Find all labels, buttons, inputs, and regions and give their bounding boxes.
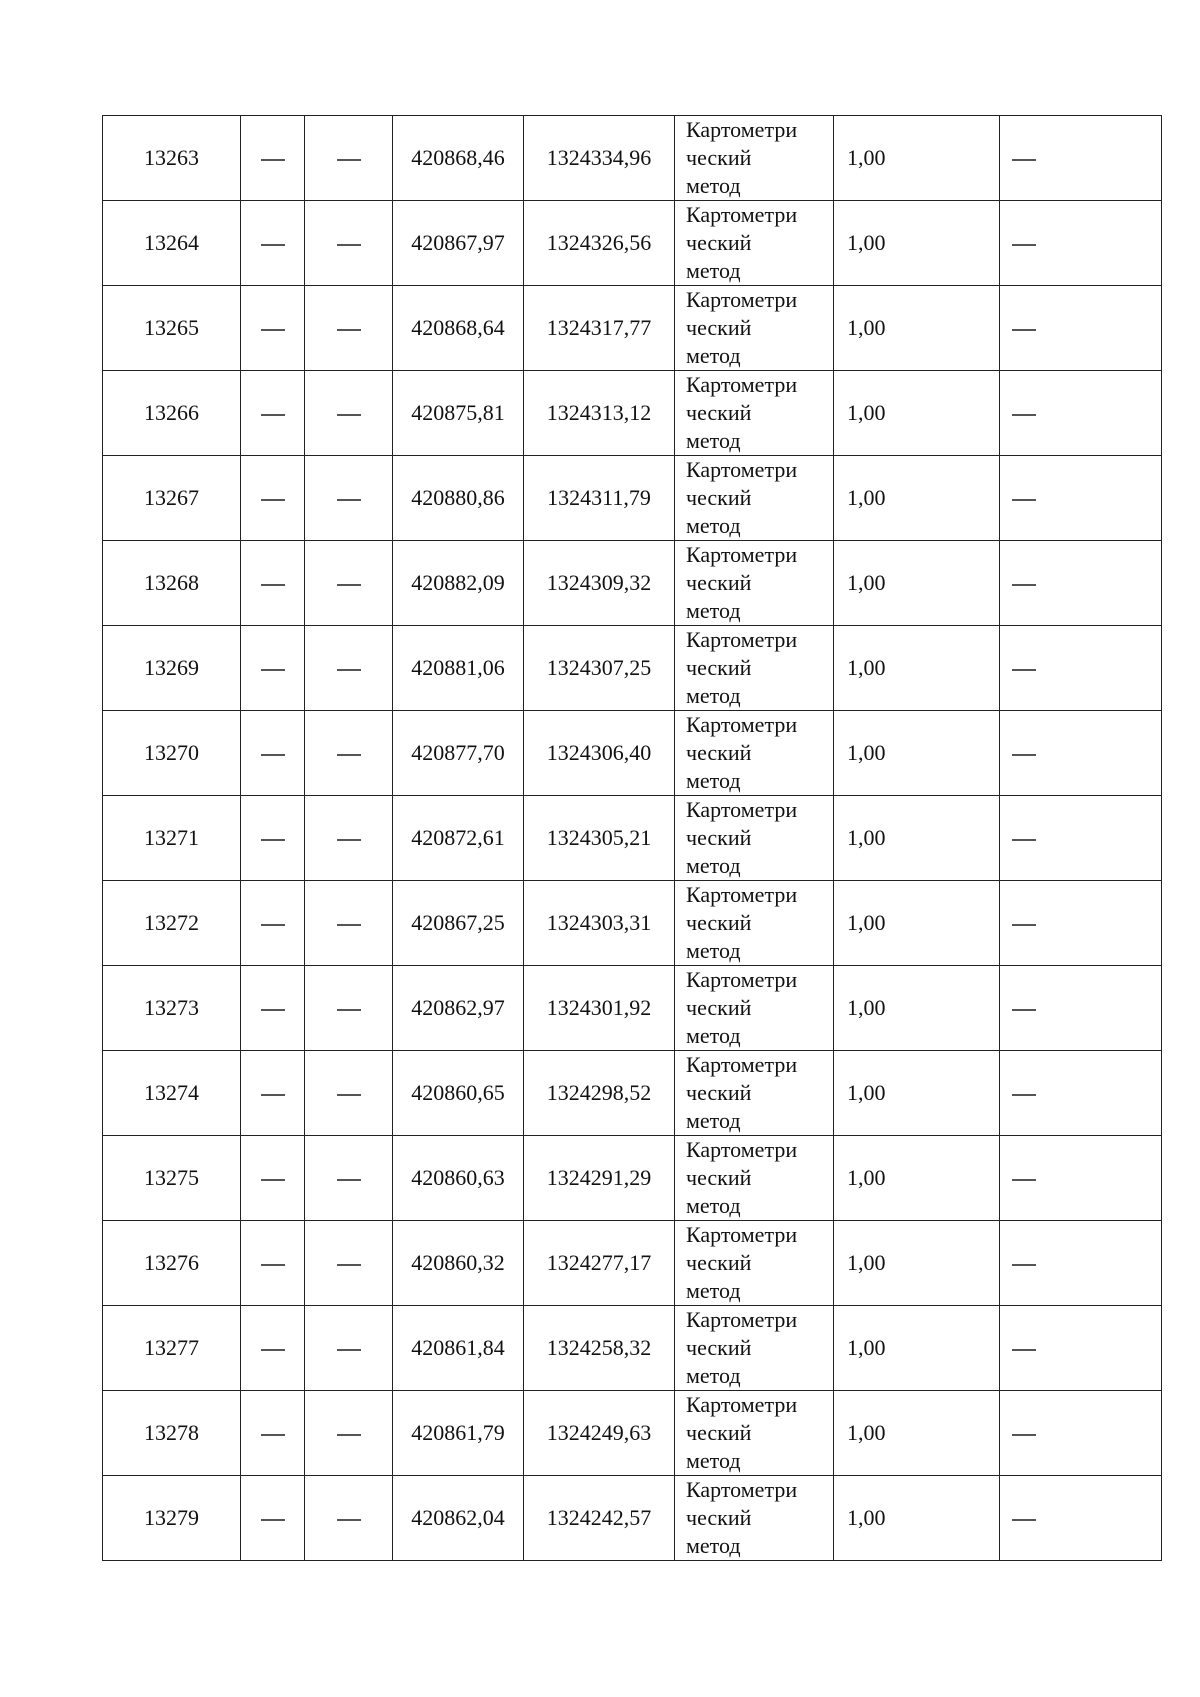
method-line: Картометри — [686, 1307, 798, 1332]
method-cell — [675, 371, 834, 456]
empty-x-cell — [241, 966, 305, 1051]
point-number-cell: 13263 — [103, 116, 241, 201]
x-coordinate-cell: 420872,61 — [393, 796, 524, 881]
dash-mark — [261, 839, 285, 840]
empty-x-cell — [241, 456, 305, 541]
dash-mark — [261, 584, 285, 585]
y-coordinate-cell: 1324306,40 — [524, 711, 675, 796]
dash-mark — [1012, 754, 1036, 755]
dash-mark — [1012, 924, 1036, 925]
accuracy-cell: 1,00 — [834, 881, 1000, 966]
method-line: метод — [686, 598, 741, 623]
empty-y-cell — [305, 626, 393, 711]
x-coordinate-cell: 420860,32 — [393, 1221, 524, 1306]
empty-y-cell — [305, 201, 393, 286]
method-cell — [675, 541, 834, 626]
point-number-cell: 13268 — [103, 541, 241, 626]
method-line: метод — [686, 1108, 741, 1133]
method-line: Картометри — [686, 967, 798, 992]
empty-x-cell — [241, 881, 305, 966]
empty-x-cell — [241, 796, 305, 881]
method-line: Картометри — [686, 1392, 798, 1417]
y-coordinate-cell: 1324305,21 — [524, 796, 675, 881]
dash-mark — [261, 159, 285, 160]
x-coordinate-cell: 420861,84 — [393, 1306, 524, 1391]
description-cell — [1000, 1476, 1162, 1561]
y-coordinate-cell: 1324309,32 — [524, 541, 675, 626]
x-coordinate-cell: 420882,09 — [393, 541, 524, 626]
dash-mark — [337, 329, 361, 330]
x-coordinate-cell: 420867,97 — [393, 201, 524, 286]
description-cell — [1000, 371, 1162, 456]
description-cell — [1000, 1136, 1162, 1221]
method-line: метод — [686, 258, 741, 283]
x-coordinate-cell: 420880,86 — [393, 456, 524, 541]
accuracy-cell: 1,00 — [834, 626, 1000, 711]
method-line: метод — [686, 513, 741, 538]
method-line: метод — [686, 1363, 741, 1388]
method-line: метод — [686, 1193, 741, 1218]
empty-y-cell — [305, 1306, 393, 1391]
dash-mark — [261, 669, 285, 670]
description-cell — [1000, 711, 1162, 796]
point-number-cell: 13278 — [103, 1391, 241, 1476]
point-number-cell: 13279 — [103, 1476, 241, 1561]
point-number-cell: 13264 — [103, 201, 241, 286]
empty-y-cell — [305, 286, 393, 371]
empty-y-cell — [305, 116, 393, 201]
point-number-cell: 13275 — [103, 1136, 241, 1221]
method-line: ческий — [686, 485, 752, 510]
point-number-cell: 13274 — [103, 1051, 241, 1136]
accuracy-cell: 1,00 — [834, 286, 1000, 371]
dash-mark — [1012, 839, 1036, 840]
x-coordinate-cell: 420881,06 — [393, 626, 524, 711]
table-row — [103, 1136, 1162, 1221]
method-line: ческий — [686, 655, 752, 680]
method-line: Картометри — [686, 202, 798, 227]
method-line: Картометри — [686, 712, 798, 737]
method-line: ческий — [686, 1080, 752, 1105]
y-coordinate-cell: 1324291,29 — [524, 1136, 675, 1221]
table-row — [103, 1391, 1162, 1476]
dash-mark — [337, 754, 361, 755]
method-line: ческий — [686, 825, 752, 850]
empty-y-cell — [305, 1476, 393, 1561]
method-line: метод — [686, 428, 741, 453]
method-cell — [675, 1051, 834, 1136]
table-body — [103, 116, 1162, 1561]
method-line: Картометри — [686, 1052, 798, 1077]
method-line: ческий — [686, 910, 752, 935]
table-row — [103, 371, 1162, 456]
method-line: ческий — [686, 315, 752, 340]
description-cell — [1000, 1051, 1162, 1136]
point-number-cell: 13277 — [103, 1306, 241, 1391]
empty-y-cell — [305, 1136, 393, 1221]
y-coordinate-cell: 1324303,31 — [524, 881, 675, 966]
description-cell — [1000, 456, 1162, 541]
method-line: ческий — [686, 1420, 752, 1445]
dash-mark — [1012, 584, 1036, 585]
empty-x-cell — [241, 541, 305, 626]
method-line: метод — [686, 1448, 741, 1473]
dash-mark — [1012, 1519, 1036, 1520]
accuracy-cell: 1,00 — [834, 1306, 1000, 1391]
method-cell — [675, 1391, 834, 1476]
point-number-cell: 13276 — [103, 1221, 241, 1306]
method-line: метод — [686, 1533, 741, 1558]
table-row — [103, 1476, 1162, 1561]
y-coordinate-cell: 1324242,57 — [524, 1476, 675, 1561]
method-line: Картометри — [686, 1477, 798, 1502]
point-number-cell: 13272 — [103, 881, 241, 966]
dash-mark — [261, 1349, 285, 1350]
method-line: метод — [686, 853, 741, 878]
empty-y-cell — [305, 456, 393, 541]
x-coordinate-cell: 420862,97 — [393, 966, 524, 1051]
method-cell — [675, 626, 834, 711]
accuracy-cell: 1,00 — [834, 1136, 1000, 1221]
method-line: ческий — [686, 740, 752, 765]
method-cell — [675, 201, 834, 286]
dash-mark — [337, 499, 361, 500]
dash-mark — [1012, 329, 1036, 330]
method-cell — [675, 1221, 834, 1306]
dash-mark — [261, 1094, 285, 1095]
method-line: Картометри — [686, 627, 798, 652]
dash-mark — [261, 1519, 285, 1520]
table-row — [103, 881, 1162, 966]
y-coordinate-cell: 1324313,12 — [524, 371, 675, 456]
description-cell — [1000, 881, 1162, 966]
empty-x-cell — [241, 286, 305, 371]
x-coordinate-cell: 420860,63 — [393, 1136, 524, 1221]
method-line: ческий — [686, 995, 752, 1020]
x-coordinate-cell: 420862,04 — [393, 1476, 524, 1561]
dash-mark — [1012, 1094, 1036, 1095]
accuracy-cell: 1,00 — [834, 456, 1000, 541]
empty-x-cell — [241, 1051, 305, 1136]
x-coordinate-cell: 420860,65 — [393, 1051, 524, 1136]
method-cell — [675, 796, 834, 881]
method-line: ческий — [686, 570, 752, 595]
dash-mark — [337, 159, 361, 160]
method-line: Картометри — [686, 372, 798, 397]
table-row — [103, 1051, 1162, 1136]
dash-mark — [337, 669, 361, 670]
dash-mark — [1012, 1434, 1036, 1435]
accuracy-cell: 1,00 — [834, 1476, 1000, 1561]
method-cell — [675, 711, 834, 796]
method-cell — [675, 286, 834, 371]
accuracy-cell: 1,00 — [834, 1221, 1000, 1306]
method-cell — [675, 1306, 834, 1391]
accuracy-cell: 1,00 — [834, 1391, 1000, 1476]
description-cell — [1000, 1391, 1162, 1476]
method-line: ческий — [686, 1165, 752, 1190]
method-line: метод — [686, 683, 741, 708]
method-line: Картометри — [686, 542, 798, 567]
empty-x-cell — [241, 371, 305, 456]
description-cell — [1000, 966, 1162, 1051]
dash-mark — [337, 839, 361, 840]
accuracy-cell: 1,00 — [834, 371, 1000, 456]
method-line: метод — [686, 173, 741, 198]
point-number-cell: 13267 — [103, 456, 241, 541]
point-number-cell: 13270 — [103, 711, 241, 796]
y-coordinate-cell: 1324334,96 — [524, 116, 675, 201]
method-cell — [675, 456, 834, 541]
dash-mark — [1012, 414, 1036, 415]
table-row — [103, 711, 1162, 796]
x-coordinate-cell: 420868,46 — [393, 116, 524, 201]
y-coordinate-cell: 1324317,77 — [524, 286, 675, 371]
dash-mark — [261, 1009, 285, 1010]
coordinates-table — [102, 115, 1162, 1561]
empty-y-cell — [305, 1221, 393, 1306]
dash-mark — [261, 499, 285, 500]
method-line: ческий — [686, 1505, 752, 1530]
dash-mark — [1012, 159, 1036, 160]
y-coordinate-cell: 1324249,63 — [524, 1391, 675, 1476]
dash-mark — [337, 1264, 361, 1265]
dash-mark — [1012, 669, 1036, 670]
y-coordinate-cell: 1324326,56 — [524, 201, 675, 286]
empty-x-cell — [241, 626, 305, 711]
dash-mark — [261, 754, 285, 755]
dash-mark — [261, 1434, 285, 1435]
empty-x-cell — [241, 1136, 305, 1221]
empty-y-cell — [305, 541, 393, 626]
point-number-cell: 13269 — [103, 626, 241, 711]
table-row — [103, 1306, 1162, 1391]
dash-mark — [261, 924, 285, 925]
description-cell — [1000, 626, 1162, 711]
y-coordinate-cell: 1324298,52 — [524, 1051, 675, 1136]
dash-mark — [1012, 1179, 1036, 1180]
y-coordinate-cell: 1324307,25 — [524, 626, 675, 711]
x-coordinate-cell: 420875,81 — [393, 371, 524, 456]
method-line: Картометри — [686, 287, 798, 312]
method-line: метод — [686, 938, 741, 963]
method-line: Картометри — [686, 1137, 798, 1162]
table-row — [103, 456, 1162, 541]
table-row — [103, 626, 1162, 711]
accuracy-cell: 1,00 — [834, 116, 1000, 201]
y-coordinate-cell: 1324311,79 — [524, 456, 675, 541]
method-line: ческий — [686, 400, 752, 425]
method-line: Картометри — [686, 1222, 798, 1247]
description-cell — [1000, 541, 1162, 626]
dash-mark — [337, 1009, 361, 1010]
table-row — [103, 201, 1162, 286]
dash-mark — [1012, 1009, 1036, 1010]
dash-mark — [261, 1179, 285, 1180]
method-line: метод — [686, 768, 741, 793]
method-line: Картометри — [686, 797, 798, 822]
method-line: Картометри — [686, 882, 798, 907]
dash-mark — [1012, 499, 1036, 500]
table-row — [103, 116, 1162, 201]
point-number-cell: 13265 — [103, 286, 241, 371]
method-line: ческий — [686, 230, 752, 255]
description-cell — [1000, 1221, 1162, 1306]
empty-x-cell — [241, 116, 305, 201]
dash-mark — [261, 414, 285, 415]
x-coordinate-cell: 420877,70 — [393, 711, 524, 796]
empty-y-cell — [305, 881, 393, 966]
dash-mark — [337, 414, 361, 415]
x-coordinate-cell: 420868,64 — [393, 286, 524, 371]
dash-mark — [337, 1434, 361, 1435]
x-coordinate-cell: 420867,25 — [393, 881, 524, 966]
empty-y-cell — [305, 371, 393, 456]
empty-y-cell — [305, 711, 393, 796]
dash-mark — [337, 1519, 361, 1520]
point-number-cell: 13271 — [103, 796, 241, 881]
method-cell — [675, 966, 834, 1051]
empty-x-cell — [241, 1221, 305, 1306]
empty-y-cell — [305, 1391, 393, 1476]
method-cell — [675, 1136, 834, 1221]
table-row — [103, 541, 1162, 626]
empty-x-cell — [241, 1476, 305, 1561]
point-number-cell: 13266 — [103, 371, 241, 456]
empty-x-cell — [241, 711, 305, 796]
empty-y-cell — [305, 966, 393, 1051]
accuracy-cell: 1,00 — [834, 711, 1000, 796]
method-line: ческий — [686, 1250, 752, 1275]
point-number-cell: 13273 — [103, 966, 241, 1051]
accuracy-cell: 1,00 — [834, 966, 1000, 1051]
empty-y-cell — [305, 1051, 393, 1136]
empty-y-cell — [305, 796, 393, 881]
y-coordinate-cell: 1324258,32 — [524, 1306, 675, 1391]
empty-x-cell — [241, 201, 305, 286]
dash-mark — [261, 244, 285, 245]
description-cell — [1000, 796, 1162, 881]
accuracy-cell: 1,00 — [834, 541, 1000, 626]
dash-mark — [337, 244, 361, 245]
empty-x-cell — [241, 1306, 305, 1391]
x-coordinate-cell: 420861,79 — [393, 1391, 524, 1476]
dash-mark — [337, 584, 361, 585]
table-row — [103, 1221, 1162, 1306]
dash-mark — [337, 1094, 361, 1095]
method-line: метод — [686, 1023, 741, 1048]
dash-mark — [337, 1179, 361, 1180]
description-cell — [1000, 116, 1162, 201]
method-line: метод — [686, 1278, 741, 1303]
y-coordinate-cell: 1324301,92 — [524, 966, 675, 1051]
y-coordinate-cell: 1324277,17 — [524, 1221, 675, 1306]
method-line: Картометри — [686, 457, 798, 482]
dash-mark — [337, 1349, 361, 1350]
dash-mark — [1012, 244, 1036, 245]
accuracy-cell: 1,00 — [834, 796, 1000, 881]
method-line: ческий — [686, 145, 752, 170]
dash-mark — [337, 924, 361, 925]
dash-mark — [261, 1264, 285, 1265]
dash-mark — [1012, 1264, 1036, 1265]
accuracy-cell: 1,00 — [834, 201, 1000, 286]
method-line: Картометри — [686, 117, 798, 142]
method-cell — [675, 1476, 834, 1561]
dash-mark — [261, 329, 285, 330]
empty-x-cell — [241, 1391, 305, 1476]
method-line: ческий — [686, 1335, 752, 1360]
accuracy-cell: 1,00 — [834, 1051, 1000, 1136]
table-row — [103, 796, 1162, 881]
method-cell — [675, 881, 834, 966]
dash-mark — [1012, 1349, 1036, 1350]
description-cell — [1000, 201, 1162, 286]
method-cell — [675, 116, 834, 201]
description-cell — [1000, 286, 1162, 371]
method-line: метод — [686, 343, 741, 368]
table-row — [103, 966, 1162, 1051]
description-cell — [1000, 1306, 1162, 1391]
table-row — [103, 286, 1162, 371]
